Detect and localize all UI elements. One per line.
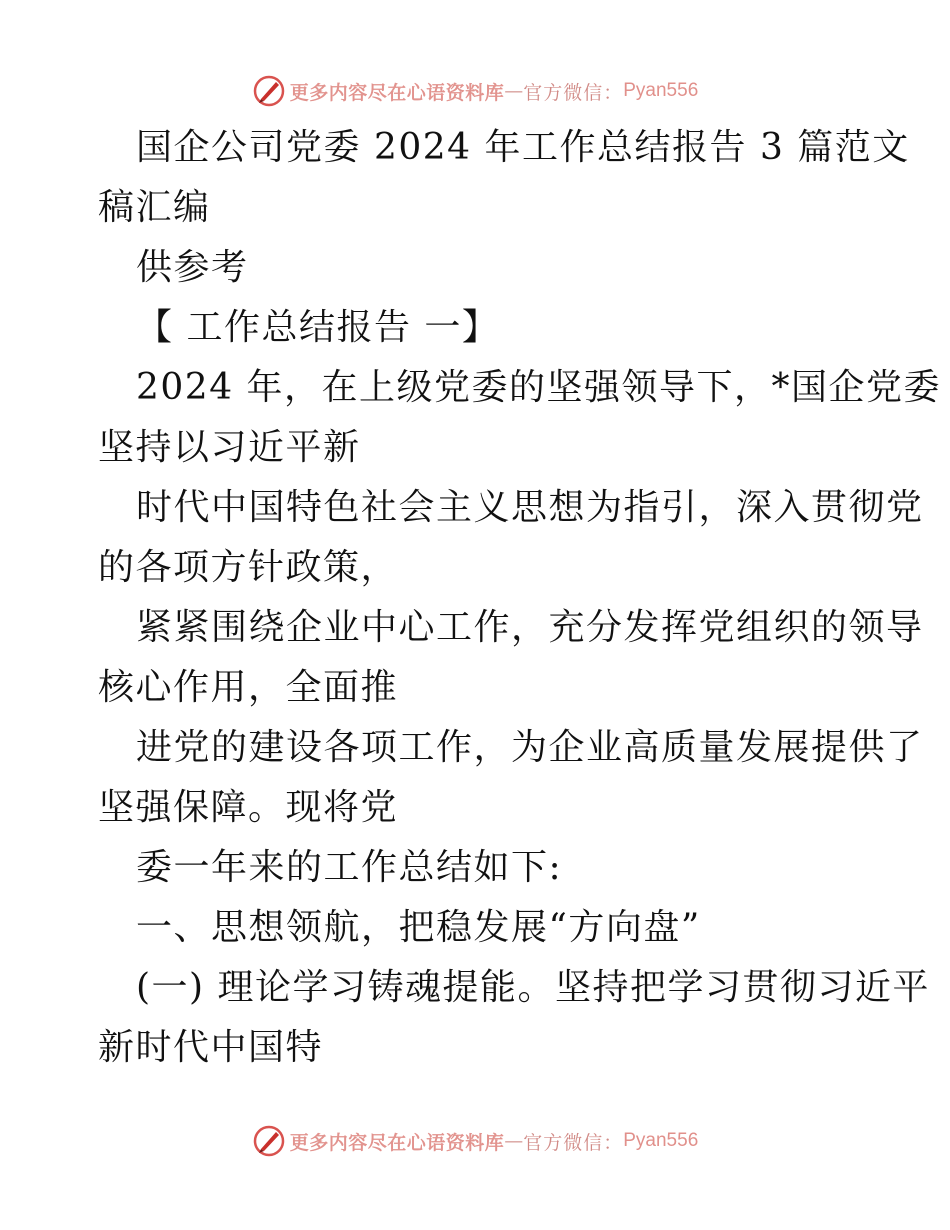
section-heading: 【 工作总结报告 一】 [136, 307, 500, 348]
watermark-separator: — [504, 80, 524, 102]
quill-pen-logo-icon [252, 1124, 286, 1158]
paragraph-line: (一) 理论学习铸魂提能。坚持把学习贯彻习近平 [136, 967, 931, 1008]
quill-pen-logo-icon [252, 74, 286, 108]
paragraph-line: 坚强保障。现将党 [98, 787, 399, 828]
watermark-account-id: Pyan556 [623, 1130, 699, 1151]
watermark-official-label: 官方微信： [523, 81, 624, 104]
watermark-main-text: 更多内容尽在心语资料库 [289, 81, 505, 104]
paragraph-line: 进党的建设各项工作，为企业高质量发展提供了 [136, 727, 924, 768]
doc-note: 供参考 [136, 247, 249, 288]
paragraph-line: 紧紧围绕企业中心工作，充分发挥党组织的领导 [136, 607, 924, 648]
watermark-separator: — [504, 1130, 524, 1152]
document-body [98, 118, 942, 1078]
paragraph-line: 的各项方针政策， [98, 547, 399, 588]
watermark-main-text: 更多内容尽在心语资料库 [289, 1131, 505, 1154]
paragraph-line: 时代中国特色社会主义思想为指引，深入贯彻党 [136, 487, 924, 528]
subsection-heading: 一、思想领航，把稳发展“方向盘” [136, 907, 701, 948]
watermark-official-label: 官方微信： [523, 1131, 624, 1154]
paragraph-line: 2024 年，在上级党委的坚强领导下，*国企党委 [136, 367, 942, 408]
doc-title-line-1: 国企公司党委 2024 年工作总结报告 3 篇范文 [136, 127, 910, 168]
paragraph-line: 新时代中国特 [98, 1027, 324, 1068]
watermark-account-id: Pyan556 [623, 80, 699, 101]
paragraph-line: 委一年来的工作总结如下: [136, 847, 563, 888]
paragraph-line: 核心作用，全面推 [98, 667, 399, 708]
doc-title-line-2: 稿汇编 [98, 187, 211, 228]
header-watermark [0, 71, 950, 111]
paragraph-line: 坚持以习近平新 [98, 427, 361, 468]
footer-watermark [0, 1121, 950, 1161]
